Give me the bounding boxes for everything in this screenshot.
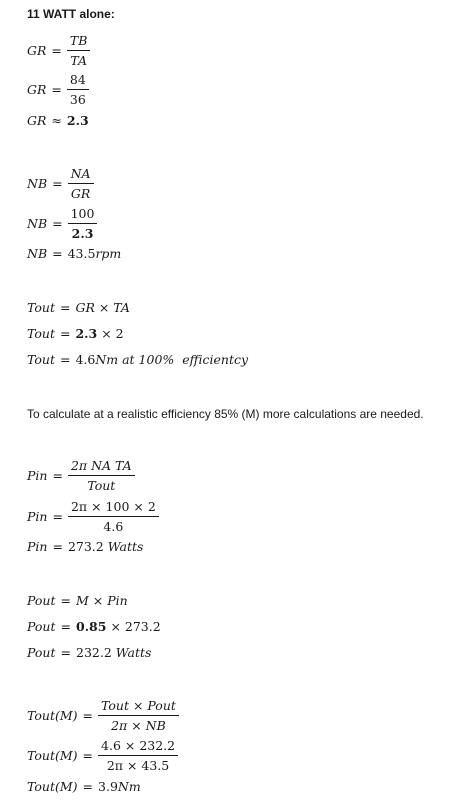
fraction-numerator: 84 — [67, 72, 89, 90]
nb-result-unit: rpm — [95, 246, 122, 261]
gr-substituted-equation — [27, 72, 89, 107]
pout-formula: M × Pin — [76, 593, 128, 608]
equals-sign: = — [52, 539, 63, 554]
pout-result-unit: Watts — [115, 645, 152, 660]
nb-formula-equation — [27, 166, 94, 201]
pout-lhs: Pout — [27, 593, 56, 608]
fraction-denominator: 4.6 — [103, 519, 124, 534]
nb-lhs: NB — [27, 176, 48, 191]
section-heading: 11 WATT alone: — [27, 7, 115, 21]
pin-result-unit: Watts — [107, 539, 144, 554]
equals-sign: = — [52, 246, 63, 261]
tout-lhs: Tout — [27, 352, 55, 367]
nb-result-equation — [27, 246, 121, 261]
gr-formula-equation — [27, 33, 90, 68]
tout-formula: GR × TA — [75, 300, 130, 315]
pin-result-equation — [27, 539, 143, 554]
toutm-substituted-equation — [27, 738, 178, 773]
gr-lhs: GR — [27, 43, 47, 58]
toutm-result-equation — [27, 779, 141, 794]
gr-lhs: GR — [27, 82, 47, 97]
approx-sign: ≈ — [51, 113, 62, 128]
gr-result-value: 2.3 — [66, 113, 89, 128]
equals-sign: = — [82, 708, 94, 723]
tout-lhs: Tout — [27, 326, 55, 341]
pin-lhs: Pin — [27, 468, 48, 483]
pout-formula-equation — [27, 593, 128, 608]
nb-substituted-equation — [27, 206, 97, 241]
tout-gr-value: 2.3 — [75, 326, 98, 341]
tout-result-value: 4.6 — [75, 352, 96, 367]
fraction-denominator: GR — [70, 186, 91, 201]
nb-formula-fraction — [68, 166, 94, 201]
pin-lhs: Pin — [27, 539, 48, 554]
nb-lhs: NB — [27, 246, 48, 261]
fraction-denominator: 36 — [69, 92, 86, 107]
toutm-result-unit: Nm — [117, 779, 141, 794]
toutm-result-value: 3.9 — [98, 779, 118, 794]
pout-m-value: 0.85 — [76, 619, 107, 634]
pin-result-value: 273.2 — [67, 539, 104, 554]
equals-sign: = — [59, 352, 71, 367]
pin-substituted-equation — [27, 499, 159, 534]
equals-sign: = — [59, 326, 71, 341]
fraction-denominator: 2.3 — [71, 226, 94, 241]
pout-times-pin: × 273.2 — [110, 619, 161, 634]
pout-substituted-equation — [27, 619, 161, 634]
fraction-numerator: Tout × Pout — [98, 698, 179, 716]
tout-formula-equation — [27, 300, 130, 315]
tout-result-text: Nm at 100% efficientcy — [95, 352, 249, 367]
equals-sign: = — [82, 748, 94, 763]
equals-sign: = — [60, 645, 71, 660]
fraction-denominator: 2π × 43.5 — [106, 758, 170, 773]
fraction-numerator: TB — [67, 33, 91, 51]
fraction-numerator: 2π NA TA — [68, 458, 135, 476]
pin-formula-fraction — [68, 458, 135, 493]
equals-sign: = — [60, 619, 71, 634]
toutm-formula-fraction — [98, 698, 179, 733]
pout-result-equation — [27, 645, 151, 660]
toutm-lhs: Tout(M) — [27, 779, 78, 794]
nb-substituted-fraction — [68, 206, 98, 241]
pin-lhs: Pin — [27, 509, 48, 524]
nb-lhs: NB — [27, 216, 48, 231]
equals-sign: = — [52, 176, 63, 191]
equals-sign: = — [51, 82, 62, 97]
fraction-denominator: Tout — [87, 478, 116, 493]
fraction-denominator: 2π × NB — [111, 718, 166, 733]
toutm-formula-equation — [27, 698, 179, 733]
equals-sign: = — [52, 468, 63, 483]
equals-sign: = — [51, 43, 62, 58]
pin-substituted-fraction — [68, 499, 159, 534]
pout-lhs: Pout — [27, 619, 56, 634]
equals-sign: = — [59, 300, 71, 315]
toutm-lhs: Tout(M) — [27, 708, 78, 723]
pout-lhs: Pout — [27, 645, 56, 660]
toutm-substituted-fraction — [98, 738, 178, 773]
gr-formula-fraction — [67, 33, 91, 68]
fraction-numerator: 2π × 100 × 2 — [68, 499, 159, 517]
fraction-numerator: NA — [68, 166, 94, 184]
pout-result-value: 232.2 — [76, 645, 112, 660]
equals-sign: = — [52, 216, 63, 231]
equals-sign: = — [60, 593, 71, 608]
tout-times-ta: × 2 — [101, 326, 124, 341]
gr-result-equation — [27, 113, 89, 128]
nb-result-value: 43.5 — [67, 246, 96, 261]
fraction-numerator: 100 — [68, 206, 98, 224]
equals-sign: = — [82, 779, 94, 794]
tout-substituted-equation — [27, 326, 124, 341]
pin-formula-equation — [27, 458, 135, 493]
fraction-denominator: TA — [70, 53, 87, 68]
gr-substituted-fraction — [67, 72, 89, 107]
equals-sign: = — [52, 509, 63, 524]
toutm-lhs: Tout(M) — [27, 748, 78, 763]
gr-lhs: GR — [27, 113, 47, 128]
tout-lhs: Tout — [27, 300, 55, 315]
efficiency-note: To calculate at a realistic efficiency 85% (M) more calculations are needed. — [27, 407, 424, 421]
fraction-numerator: 4.6 × 232.2 — [98, 738, 178, 756]
tout-result-equation — [27, 352, 248, 367]
